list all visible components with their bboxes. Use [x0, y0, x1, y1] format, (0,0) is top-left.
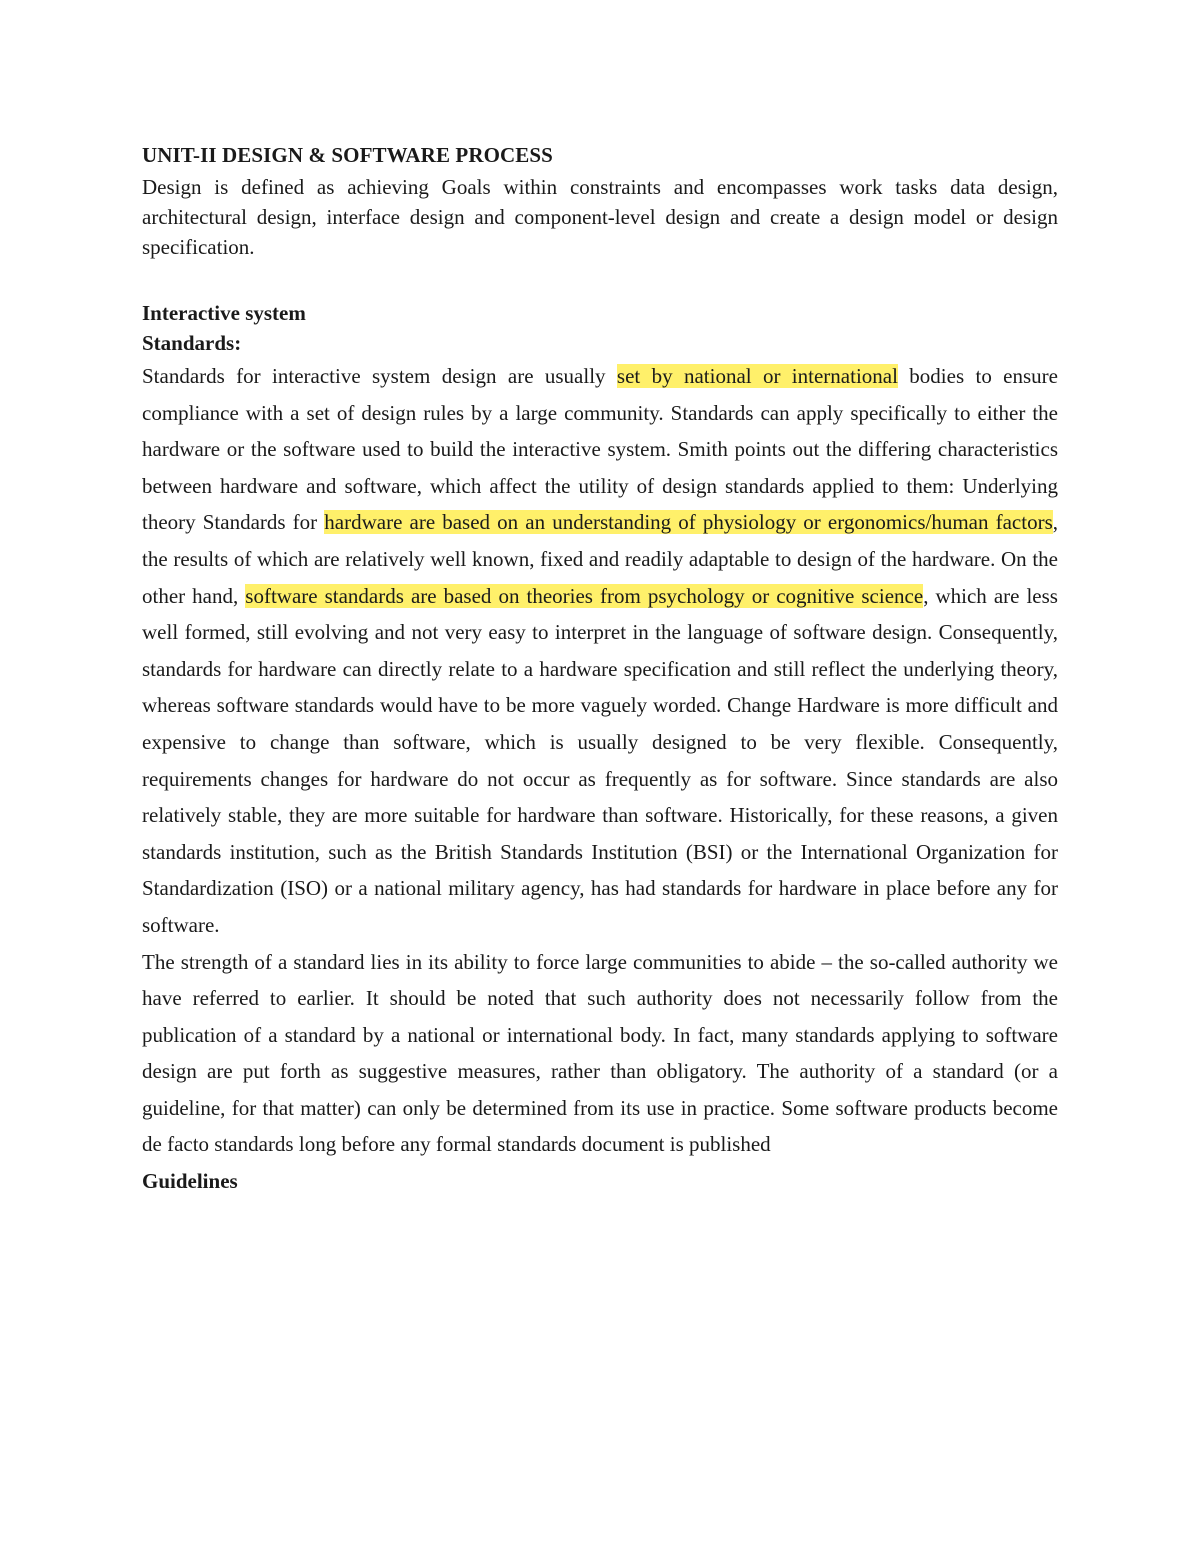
authority-paragraph: The strength of a standard lies in its ability to force large communities to abide – the so-called authority we have referred to earlier. It should be noted that such authority does not necessarily follow from the publication of a standard by a national or international body. In fact, many standards applying to software design are put forth as suggestive measures, rather than obligatory. The authority of a standard (or a guideline, for that matter) can only be determined from its use in practice. Some software products become de facto standards long before any formal standards document is published: [142, 949, 1058, 1157]
highlighted-text: software standards are based on theories from psychology or cognitive science: [245, 583, 924, 608]
standards-paragraph: [142, 358, 1058, 944]
text-run: Standards for interactive system design are usually: [142, 364, 617, 388]
intro-paragraph: Design is defined as achieving Goals within constraints and encompasses work tasks data design, architectural design, interface design and component-level design and create a design model or design specification.: [142, 175, 1058, 259]
guidelines-heading: Guidelines: [142, 1169, 238, 1194]
spacer: [142, 262, 1058, 298]
text-run: bodies to ensure compliance with a set of design rules by a large community. Standards can apply specifically to either the hardware or the software used to build the interactive system. Smith points out the differing characteristics between hardware and software, which affect the utility of design standards applied to them: Underlying theory Standards for: [142, 364, 1058, 535]
document-title: UNIT-II DESIGN & SOFTWARE PROCESS: [142, 143, 553, 167]
highlighted-text: hardware are based on an understanding of physiology or ergonomics/human factors: [324, 510, 1053, 535]
text-run: , the results of which are relatively well known, fixed and readily adaptable to design of the hardware. On the other hand,: [142, 510, 1058, 608]
document-page: [142, 140, 1058, 1199]
subheading-standards: Standards:: [142, 331, 242, 355]
highlighted-text: set by national or international: [616, 364, 898, 388]
text-run: , which are less well formed, still evolving and not very easy to interpret in the language of software design. Consequently, standards for hardware can directly relate to a hardware specification and still reflect the underlying theory, whereas software standards would have to be more vaguely worded. Change Hardware is more difficult and expensive to change than software, which is usually designed to be very flexible. Consequently, requirements changes for hardware do not occur as frequently as for software. Since standards are also relatively stable, they are more suitable for hardware than software. Historically, for these reasons, a given standards institution, such as the British Standards Institution (BSI) or the International Organization for Standardization (ISO) or a national military agency, has had standards for hardware in place before any for software.: [142, 583, 1058, 937]
section-heading-interactive-system: Interactive system: [142, 301, 306, 325]
